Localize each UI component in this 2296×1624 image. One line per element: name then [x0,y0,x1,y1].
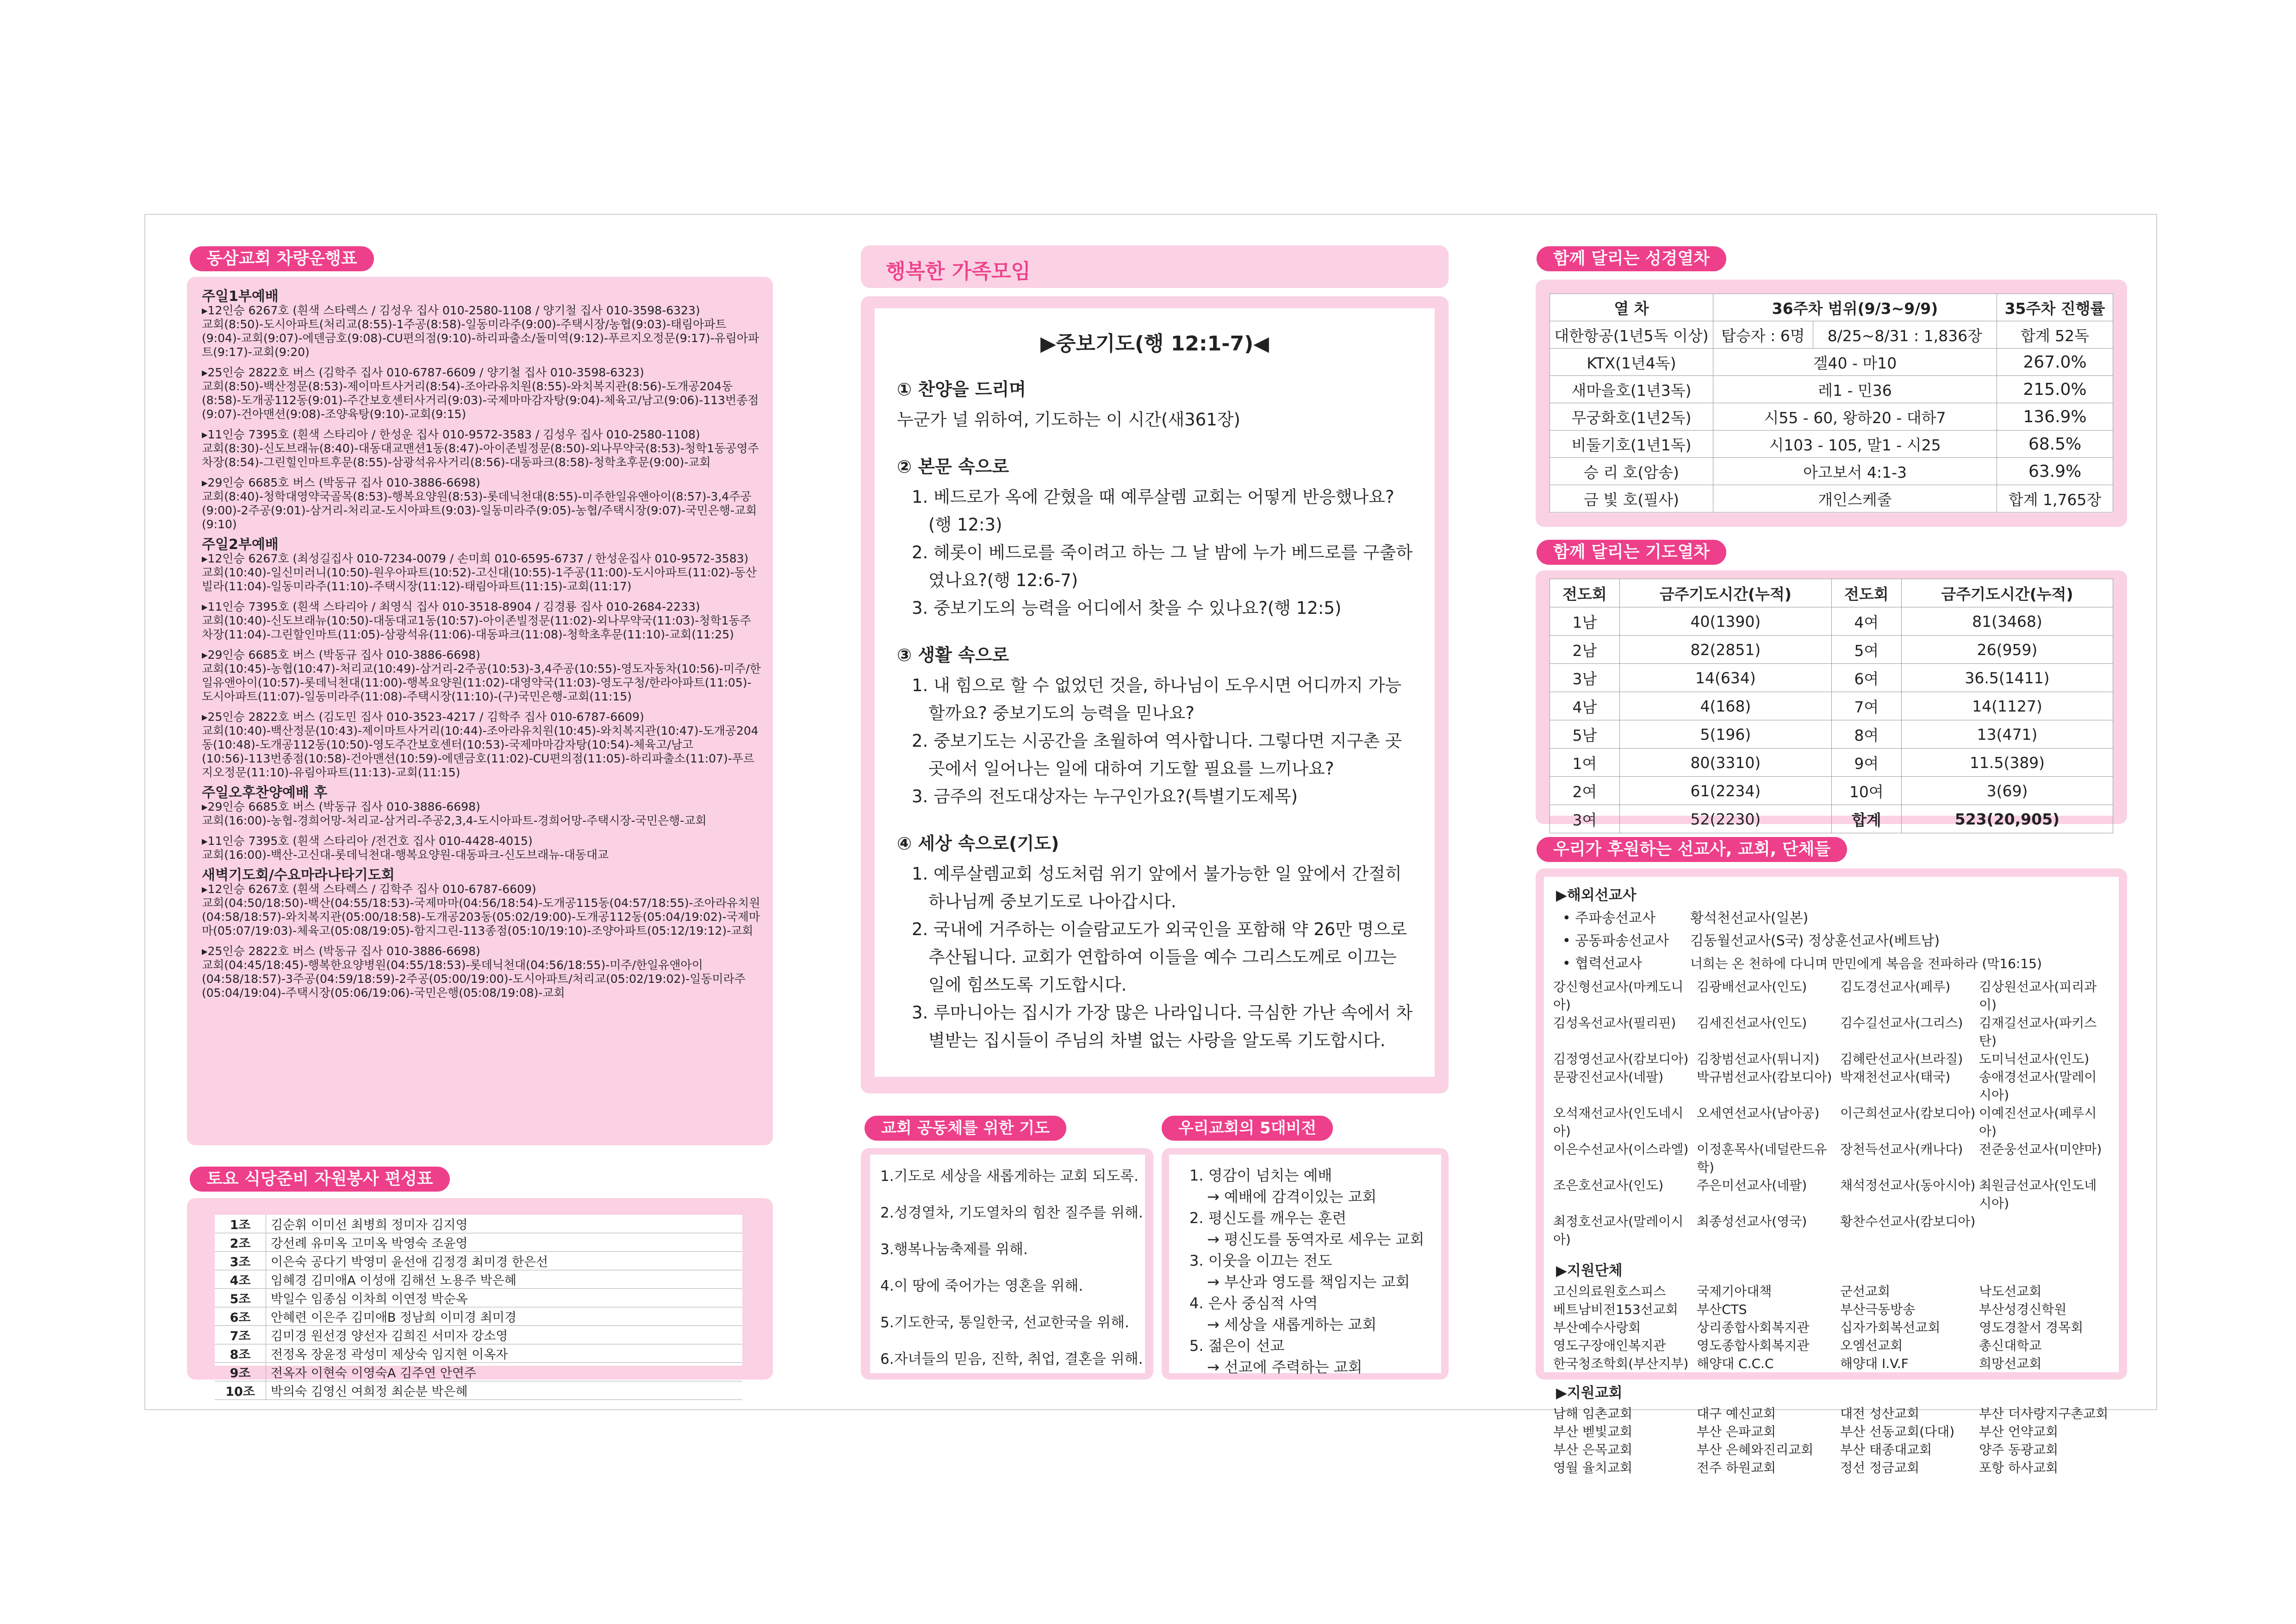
community-item: 3.행복나눔축제를 위해. [880,1241,1028,1258]
bible-train-name: 승 리 호(암송) [1550,458,1713,485]
missionary-name: 강신형선교사(마케도니아) [1553,979,1684,1012]
overseas-row [1562,907,2119,930]
prayer-header-cell: 전도회 [1831,579,1901,607]
bus-trip-route: 교회(10:40)-백산정문(10:43)-제이마트사거리(10:44)-조아라유치원(10:45)-와치복지관(10:47)-도개공204동(10:48)-도개공112동(10:50)-영도주간보호센터(10:53)-국제마마감자탕(10:54)-체육고/남고(10:56)-113번종점(10:58)-건아맨션(10:59)-에덴금호(11:02)-CU편의점(11:05)-하리파출소(11:07)-푸르지오정문(11:10)-유림아파트(11:13)-교회(11:15) [202,724,759,779]
vision-item: 1. 영감이 넘치는 예배 [1189,1167,1332,1184]
volunteer-row [215,1326,742,1344]
churches-label: ▶지원교회 [1556,1385,1623,1401]
support-group: 해양대 I.V.F [1840,1356,1909,1371]
prayer-table-wrap [1549,579,2113,829]
prayer-row [1550,664,2113,692]
bible-train-name: 대한항공(1년5독 이상) [1550,321,1713,349]
prayer-header-cell: 금주기도시간(누적) [1901,579,2113,607]
vision-item: → 세상을 새롭게하는 교회 [1207,1316,1377,1333]
vision-item: → 선교에 주력하는 교회 [1207,1358,1363,1376]
prayer-cell: 523(20,905) [1901,805,2113,833]
bus-section-title: 주일오후찬양예배 후 [202,785,328,801]
prayer-cell: 80(3310) [1619,749,1831,777]
support-group: 한국청조학회(부산지부) [1553,1356,1689,1371]
community-item: 1.기도로 세상을 새롭게하는 교회 되도록. [880,1168,1139,1185]
support-church: 포항 하사교회 [1979,1460,2059,1475]
prayer-cell: 7여 [1831,692,1901,720]
bus-trip-head: ▸12인승 6267호 (최성길집사 010-7234-0079 / 손미희 010-6595-6737 / 한성운집사 010-9572-3583) [202,552,749,565]
community-content [870,1155,1145,1373]
missionary-name: 최종성선교사(영국) [1697,1214,1807,1229]
overseas-type: • 주파송선교사 [1562,910,1656,926]
bible-progress: 136.9% [1997,403,2113,431]
missionary-name: 김상원선교사(피리과이) [1979,979,2097,1012]
community-item: 4.이 땅에 죽어가는 영혼을 위해. [880,1278,1083,1294]
support-group: 베트남비전153선교회 [1553,1302,1678,1317]
vision-item: 3. 이웃을 이끄는 전도 [1189,1252,1332,1269]
bus-trip-head: ▸25인승 2822호 버스 (김도민 집사 010-3523-4217 / 김학주 집사 010-6787-6609) [202,710,644,724]
bus-schedule-title: 동삼교회 차량운행표 [190,246,374,271]
missionary-name: 김광배선교사(인도) [1697,979,1807,994]
missionary-name [1979,1212,2109,1249]
support-group: 군선교회 [1840,1284,1891,1299]
prayer-header-cell: 전도회 [1550,579,1620,607]
missionary-name: 오세연선교사(남아공) [1697,1106,1820,1121]
bus-trip-route: 교회(16:00)-농협-경희어망-처리교-삼거리-주공2,3,4-도시아파트-경희어망-주택시장-국민은행-교회 [202,814,707,827]
volunteer-members: 박의숙 김영신 여희정 최순분 박은혜 [266,1381,743,1400]
bible-train-name: 비둘기호(1년1독) [1550,431,1713,458]
support-group: 부산극동방송 [1840,1302,1916,1317]
missionary-name: 전준웅선교사(미얀마) [1979,1142,2102,1157]
bible-progress: 267.0% [1997,349,2113,376]
vision-title: 우리교회의 5대비전 [1162,1116,1333,1141]
community-item: 6.자녀들의 믿음, 진학, 취업, 결혼을 위해. [880,1351,1143,1368]
bus-trip-head: ▸25인승 2822호 버스 (박동규 집사 010-3886-6698) [202,944,480,958]
part-line: 3. 금주의 전도대상자는 누구인가요?(특별기도제목) [912,787,1298,806]
volunteer-members: 박일수 임종심 이차희 이연정 박순옥 [266,1289,743,1307]
bus-trip [202,834,762,862]
volunteer-table-wrap [215,1215,742,1399]
groups-grid [1544,1282,2119,1373]
support-church: 부산 선동교회(다대) [1840,1424,1955,1439]
part-line: 1. 내 힘으로 할 수 없었던 것을, 하나님이 도우시면 어디까지 가능할까요? 중보기도의 능력을 믿나요? [912,675,1402,723]
missionary-name: 조은호선교사(인도) [1553,1178,1664,1193]
prayer-cell: 81(3468) [1901,607,2113,636]
volunteer-team: 1조 [215,1215,266,1233]
missionary-name: 김정영선교사(캄보디아) [1553,1051,1689,1067]
missionary-name: 최원금선교사(인도네시아) [1979,1178,2097,1211]
support-church: 부산 은혜와진리교회 [1697,1442,1814,1457]
bible-range: 탑승자 : 6명 [1713,321,1813,349]
overseas-list [1544,907,2119,975]
mission-title: 우리가 후원하는 선교사, 교회, 단체들 [1537,837,1847,862]
part-line: 3. 루마니아는 집시가 가장 많은 나라입니다. 극심한 가난 속에서 차별받는 집시들이 주님의 차별 없는 사랑을 알도록 기도합시다. [912,1003,1413,1050]
volunteer-team: 7조 [215,1326,266,1344]
part-line: 3. 중보기도의 능력을 어디에서 찾을 수 있나요?(행 12:5) [912,598,1342,618]
family-box [861,296,1449,1093]
volunteer-title: 토요 식당준비 자원봉사 편성표 [190,1167,450,1192]
bible-progress: 68.5% [1997,431,2113,458]
vision-item: → 예배에 감격이있는 교회 [1207,1188,1377,1206]
missionary-name: 김도경선교사(페루) [1840,979,1951,994]
vision-item: → 부산과 영도를 책임지는 교회 [1207,1273,1410,1291]
bus-trip-head: ▸29인승 6685호 버스 (박동규 집사 010-3886-6698) [202,800,480,813]
missionary-name: 이은수선교사(이스라엘) [1553,1142,1689,1157]
bus-schedule-box [187,277,773,1145]
bible-col-train: 열 차 [1550,294,1713,321]
missionary-name: 김재길선교사(파키스탄) [1979,1015,2097,1049]
volunteer-row [215,1215,742,1233]
prayer-cell: 5(196) [1619,720,1831,749]
prayer-header-row [1550,579,2113,607]
prayer-train-title: 함께 달리는 기도열차 [1537,540,1726,565]
prayer-train-box [1536,570,2127,829]
bible-train-name: 새마을호(1년3독) [1550,376,1713,403]
vision-content [1169,1155,1441,1376]
missionary-name: 도미닉선교사(인도) [1979,1051,2090,1067]
missionary-name: 이예진선교사(페루시아) [1979,1106,2097,1139]
prayer-cell: 14(634) [1619,664,1831,692]
missionary-name: 채석정선교사(동아시아) [1840,1178,1976,1193]
vision-list [1169,1155,1441,1378]
part-line: 2. 중보기도는 시공간을 초월하여 역사합니다. 그렇다면 지구촌 곳곳에서 일어나는 일에 대하여 기도할 필요를 느끼나요? [912,731,1402,779]
bus-trip-head: ▸25인승 2822호 버스 (김학주 집사 010-6787-6609 / 양기철 집사 010-3598-6323) [202,366,644,379]
community-list [870,1155,1145,1378]
overseas-row [1562,930,2119,952]
support-group: 십자가회복선교회 [1840,1320,1941,1335]
prayer-cell: 82(2851) [1619,636,1831,664]
bible-train-name: 금 빛 호(필사) [1550,485,1713,512]
support-church: 대구 예신교회 [1697,1406,1776,1421]
support-group: 영도경찰서 경목회 [1979,1320,2084,1335]
bible-progress: 63.9% [1997,458,2113,485]
prayer-cell: 4(168) [1619,692,1831,720]
part-heading: ③ 생활 속으로 [897,645,1009,665]
bible-train-name: KTX(1년4독) [1550,349,1713,376]
volunteer-team: 6조 [215,1307,266,1326]
bible-range: 개인스케줄 [1713,485,1997,512]
prayer-cell: 합계 [1831,805,1901,833]
bus-trip [202,366,762,421]
vision-item: 5. 젊은이 선교 [1189,1337,1285,1355]
part-line: 2. 헤롯이 베드로를 죽이려고 하는 그 날 밤에 누가 베드로를 구출하였나요?(행 12:6-7) [912,543,1413,590]
support-church: 부산 언약교회 [1979,1424,2059,1439]
bible-col-range: 36주차 범위(9/3~9/9) [1713,294,1997,321]
churches-grid [1544,1405,2119,1477]
family-title-bar [861,245,1449,288]
bus-trip-route: 교회(04:45/18:45)-행복한요양병원(04:55/18:53)-롯데닉천대(04:56/18:55)-미주/한일유앤아이(04:58/18:57)-3주공(04:59/18:59)-2주공(05:00/19:00)-도시아파트/처리교(05:02/19:02)-일동미라주(05:04/19:04)-주택시장(05:06/19:06)-국민은행(05:08/19:08)-교회 [202,958,746,999]
prayer-cell: 52(2230) [1619,805,1831,833]
bus-trip-head: ▸12인승 6267호 (흰색 스타렉스 / 김성우 집사 010-2580-1108 / 양기철 집사 010-3598-6323) [202,304,700,317]
bus-trip-head: ▸11인승 7395호 (흰색 스타리아 / 한성운 집사 010-9572-3583 / 김성우 집사 010-2580-1108) [202,428,700,441]
bible-progress: 합계 52독 [1997,321,2113,349]
volunteer-team: 5조 [215,1289,266,1307]
missionary-name: 김세진선교사(인도) [1697,1015,1807,1031]
prayer-row [1550,636,2113,664]
prayer-row [1550,749,2113,777]
volunteer-members: 전정옥 장윤정 곽성미 제상숙 임지현 이옥자 [266,1344,743,1363]
volunteer-members: 이은숙 공다기 박영미 윤선애 김정경 최미경 한은선 [266,1252,743,1270]
volunteer-team: 2조 [215,1233,266,1252]
prayer-row [1550,720,2113,749]
missionary-name: 이정훈목사(네덜란드유학) [1697,1142,1827,1175]
prayer-cell: 40(1390) [1619,607,1831,636]
missionary-name: 최정호선교사(말레이시아) [1553,1214,1684,1247]
volunteer-row [215,1289,742,1307]
missionary-name: 김성옥선교사(필리핀) [1553,1015,1676,1031]
bus-trip [202,800,762,828]
bus-trip-route: 교회(8:50)-도시아파트(처리교(8:55)-1주공(8:58)-일동미라주(9:00)-주택시장/농협(9:03)-태림아파트(9:04)-교회(9:07)-에덴금호(9:08)-CU편의점(9:10)-하리파출소/돌미역(9:12)-푸르지오정문(9:17)-유림아파트(9:17)-교회(9:20) [202,318,759,359]
bible-row [1550,349,2113,376]
volunteer-members: 전옥자 이현숙 이영숙A 김주연 안연주 [266,1363,743,1381]
bible-row [1550,403,2113,431]
part-heading: ① 찬양을 드리며 [897,379,1026,400]
prayer-train-table [1549,579,2113,833]
part-heading: ② 본문 속으로 [897,456,1009,477]
prayer-cell: 2여 [1550,777,1620,805]
overseas-names: 황석천선교사(일본) [1690,910,1809,926]
support-group: 총신대학교 [1979,1338,2042,1353]
support-group: 국제기아대책 [1697,1284,1772,1299]
bible-range-extra: 8/25~8/31 : 1,836장 [1813,321,1997,349]
bible-range: 아고보서 4:1-3 [1713,458,1997,485]
support-group: 영도종합사회복지관 [1697,1338,1810,1353]
missionary-name: 김혜란선교사(브라질) [1840,1051,1963,1067]
volunteer-row [215,1233,742,1252]
volunteer-members: 강선례 유미옥 고미옥 박영숙 조윤영 [266,1233,743,1252]
bible-train-box [1536,280,2127,527]
prayer-cell: 61(2234) [1619,777,1831,805]
prayer-cell: 36.5(1411) [1901,664,2113,692]
support-group: 부산예수사랑회 [1553,1320,1641,1335]
volunteer-members: 안혜련 이은주 김미애B 정남희 이미경 최미경 [266,1307,743,1326]
community-title: 교회 공동체를 위한 기도 [865,1116,1066,1141]
volunteer-team: 10조 [215,1381,266,1400]
support-group: 고신의료원호스피스 [1553,1284,1666,1299]
missionary-name: 이근희선교사(캄보디아) [1840,1106,1976,1121]
prayer-cell: 5남 [1550,720,1620,749]
volunteer-row [215,1270,742,1289]
bible-range: 레1 - 민36 [1713,376,1997,403]
bus-trip-route: 교회(8:30)-신도브래뉴(8:40)-대동대교맨션1동(8:47)-아이존빌정문(8:50)-외나무약국(8:53)-청학1동공영주차장(8:54)-그린힐인마트후문(8:55)-삼광석유사거리(8:56)-대동파크(8:58)-청학초후문(9:00)-교회 [202,442,759,469]
bible-table-wrap [1549,294,2113,513]
family-title: 행복한 가족모임 [886,260,1031,283]
support-group: 부산성경신학원 [1979,1302,2067,1317]
bible-range: 시103 - 105, 말1 - 시25 [1713,431,1997,458]
vision-item: 2. 평신도를 깨우는 훈련 [1189,1209,1347,1227]
bus-trip-head: ▸29인승 6685호 버스 (박동규 집사 010-3886-6698) [202,648,480,662]
bus-trip-route: 교회(8:50)-백산정문(8:53)-제이마트사거리(8:54)-조아라유치원(8:55)-와치복지관(8:56)-도개공204동(8:58)-도개공112동(9:01)-주간보호센터사거리(9:03)-국제마마감자탕(9:04)-체육고/남고(9:06)-113번종점(9:07)-건아맨션(9:08)-조양육탕(9:10)-교회(9:15) [202,380,759,421]
vision-item: 4. 은사 중심적 사역 [1189,1294,1318,1312]
bible-header-row [1550,294,2113,321]
bible-train-name: 무궁화호(1년2독) [1550,403,1713,431]
bible-train-table [1549,294,2113,512]
support-church: 전주 하원교회 [1697,1460,1776,1475]
community-box [861,1148,1153,1380]
overseas-row [1562,952,2119,975]
prayer-cell: 10여 [1831,777,1901,805]
bible-row [1550,321,2113,349]
missionary-name: 문광진선교사(네팔) [1553,1069,1664,1085]
support-group: 해양대 C.C.C [1697,1356,1774,1371]
volunteer-team: 8조 [215,1344,266,1363]
prayer-header-cell: 금주기도시간(누적) [1619,579,1831,607]
overseas-names: 김동월선교사(S국) 정상훈선교사(베트남) [1690,933,1940,949]
vision-box [1162,1148,1449,1380]
bible-range: 겔40 - 마10 [1713,349,1997,376]
bible-row [1550,458,2113,485]
missionary-name: 주은미선교사(네팔) [1697,1178,1807,1193]
bus-trip-route: 교회(04:50/18:50)-백산(04:55/18:53)-국제마마(04:56/18:54)-도개공115동(04:57/18:55)-조아라유치원(04:58/18:57)-와치복지관(05:00/18:58)-도개공203동(05:02/19:00)-도개공112동(05:04/19:02)-국제마마(05:07/19:03)-체육고(05:08/19:05)-함지그린-113종점(05:10/19:10)-조양아파트(05:12/19:12)-교회 [202,896,760,937]
prayer-cell: 3여 [1550,805,1620,833]
support-church: 부산 은목교회 [1553,1442,1633,1457]
mission-content [1544,877,2119,1475]
prayer-row [1550,805,2113,833]
bus-trip-head: ▸12인승 6267호 (흰색 스타렉스 / 김학주 집사 010-6787-6609) [202,882,536,896]
prayer-cell: 2남 [1550,636,1620,664]
mission-box [1536,868,2127,1475]
prayer-row [1550,607,2113,636]
missionary-name: 김수길선교사(그리스) [1840,1015,1963,1031]
community-item: 2.성경열차, 기도열차의 힘찬 질주를 위해. [880,1205,1143,1221]
prayer-cell: 13(471) [1901,720,2113,749]
prayer-cell: 1여 [1550,749,1620,777]
support-group: 낙도선교회 [1979,1284,2042,1299]
bible-row [1550,485,2113,512]
passage-title: ▶중보기도(행 12:1-7)◀ [1040,332,1269,356]
bible-train-title: 함께 달리는 성경열차 [1537,246,1726,271]
bus-trip [202,710,762,780]
part-heading: ④ 세상 속으로(기도) [897,833,1059,854]
overseas-type: • 협력선교사 [1562,956,1643,972]
volunteer-box [187,1198,773,1399]
prayer-cell: 3남 [1550,664,1620,692]
support-church: 남해 임촌교회 [1553,1406,1633,1421]
bible-range: 시55 - 60, 왕하20 - 대하7 [1713,403,1997,431]
prayer-cell: 3(69) [1901,777,2113,805]
prayer-cell: 4남 [1550,692,1620,720]
support-church: 부산 더사랑지구촌교회 [1979,1406,2109,1421]
missionary-grid [1544,978,2119,1249]
bus-trip-route: 교회(8:40)-청학대영약국골목(8:53)-행복요양원(8:53)-롯데닉천대(8:55)-미주한일유앤아이(8:57)-3,4주공(9:00)-2주공(9:01)-삼거리-처리교-도시아파트(9:03)-일동미라주(9:05)-농협/주택시장(9:07)-국민은행-교회(9:10) [202,490,757,531]
missionary-name: 오석재선교사(인도네시아) [1553,1106,1684,1139]
volunteer-team: 4조 [215,1270,266,1289]
support-group: 영도구장애인복지관 [1553,1338,1666,1353]
support-church: 대전 성산교회 [1840,1406,1920,1421]
volunteer-row [215,1363,742,1381]
prayer-cell: 5여 [1831,636,1901,664]
bible-row [1550,431,2113,458]
missionary-name: 장천득선교사(캐나다) [1840,1142,1963,1157]
part-line: 1. 예루살렘교회 성도처럼 위기 앞에서 불가능한 일 앞에서 간절히 하나님께 중보기도로 나아갑시다. [912,864,1402,912]
volunteer-table [215,1215,742,1400]
bus-trip-route: 교회(10:45)-농협(10:47)-처리교(10:49)-삼거리-2주공(10:53)-3,4주공(10:55)-영도자동차(10:56)-미주/한일유앤아이(10:57)-롯데닉천대(11:00)-행복요양원(11:02)-대영약국(11:03)-영도구청/한라아파트(11:05)-도시아파트(11:07)-일동미라주(11:08)-주택시장(11:10)-(구)국민은행-교회(11:15) [202,662,761,703]
support-church: 부산 태종대교회 [1840,1442,1932,1457]
support-group: 부산CTS [1697,1302,1747,1317]
volunteer-members: 김순휘 이미선 최병희 정미자 김지영 [266,1215,743,1233]
bus-section-title: 새벽기도회/수요마라나타기도회 [202,867,395,883]
groups-label: ▶지원단체 [1556,1262,1623,1279]
support-church: 부산 벧빛교회 [1553,1424,1633,1439]
vision-item: → 평신도를 동역자로 세우는 교회 [1207,1230,1425,1248]
bible-progress: 215.0% [1997,376,2113,403]
bus-trip [202,882,762,938]
prayer-row [1550,777,2113,805]
overseas-type: • 공동파송선교사 [1562,933,1669,949]
community-item: 5.기도한국, 통일한국, 선교한국을 위해. [880,1314,1129,1331]
volunteer-members: 임혜경 김미애A 이성애 김해선 노용주 박은혜 [266,1270,743,1289]
support-church: 정선 정금교회 [1840,1460,1920,1475]
bus-trip-head: ▸11인승 7395호 (흰색 스타리아 /전건호 집사 010-4428-4015) [202,834,533,848]
missionary-name: 황찬수선교사(캄보디아) [1840,1214,1976,1229]
volunteer-row [215,1252,742,1270]
volunteer-team: 3조 [215,1252,266,1270]
volunteer-row [215,1381,742,1400]
prayer-cell: 9여 [1831,749,1901,777]
prayer-cell: 6여 [1831,664,1901,692]
support-group: 희망선교회 [1979,1356,2042,1371]
support-church: 영월 율치교회 [1553,1460,1633,1475]
missionary-name: 박재천선교사(태국) [1840,1069,1951,1085]
bus-trip-route: 교회(10:40)-신도브래뉴(10:50)-대동대교1동(10:57)-아이존빌정문(11:02)-외나무약국(11:03)-청학1동주차장(11:04)-그린할인마트(11:05)-삼광석유(11:06)-대동파크(11:08)-청학초후문(11:10)-교회(11:25) [202,614,751,641]
part-line: 2. 국내에 거주하는 이슬람교도가 외국인을 포함해 약 26만 명으로 추산됩니다. 교회가 연합하여 이들을 예수 그리스도께로 이끄는 일에 힘쓰도록 기도합시다. [912,919,1407,995]
volunteer-members: 김미경 원선경 양선자 김희진 서미자 강소영 [266,1326,743,1344]
missionary-name: 박규범선교사(캄보디아) [1697,1069,1832,1085]
bus-trip-head: ▸11인승 7395호 (흰색 스타리아 / 최영식 집사 010-3518-8904 / 김경룡 집사 010-2684-2233) [202,600,700,613]
support-church: 양주 동광교회 [1979,1442,2059,1457]
part-line: 누군가 널 위하여, 기도하는 이 시간(새361장) [897,410,1240,430]
bus-trip [202,428,762,469]
bus-trip [202,552,762,593]
bus-trip [202,600,762,642]
missionary-name: 송애경선교사(말레이시아) [1979,1069,2097,1103]
family-parts [875,375,1435,1055]
overseas-names: 너희는 온 천하에 다니며 만민에게 복음을 전파하라 (막16:15) [1690,956,2042,971]
bus-trip [202,304,762,359]
bible-progress: 합계 1,765장 [1997,485,2113,512]
bible-col-progress: 35주차 진행률 [1997,294,2113,321]
bus-trip [202,944,762,1000]
bus-trip-head: ▸29인승 6685호 버스 (박동규 집사 010-3886-6698) [202,476,480,489]
overseas-label: ▶해외선교사 [1556,887,1636,904]
prayer-cell: 8여 [1831,720,1901,749]
volunteer-row [215,1307,742,1326]
volunteer-row [215,1344,742,1363]
prayer-cell: 14(1127) [1901,692,2113,720]
support-group: 오엠선교회 [1840,1338,1903,1353]
bus-trip-route: 교회(16:00)-백산-고신대-롯데닉천대-행복요양원-대동파크-신도브래뉴-대동대교 [202,848,609,862]
bus-section-title: 주일1부예배 [202,288,279,305]
support-church: 부산 은파교회 [1697,1424,1776,1439]
part-line: 1. 베드로가 옥에 갇혔을 때 예루살렘 교회는 어떻게 반응했나요?(행 12:3) [912,487,1394,535]
bible-row [1550,376,2113,403]
prayer-cell: 11.5(389) [1901,749,2113,777]
prayer-cell: 1남 [1550,607,1620,636]
bus-schedule-list [202,284,762,1006]
bus-section-title: 주일2부예배 [202,537,279,553]
family-content [875,308,1435,1077]
support-group: 상리종합사회복지관 [1697,1320,1810,1335]
prayer-cell: 26(959) [1901,636,2113,664]
volunteer-team: 9조 [215,1363,266,1381]
prayer-cell: 4여 [1831,607,1901,636]
missionary-name: 김창범선교사(튀니지) [1697,1051,1820,1067]
bus-trip [202,648,762,704]
prayer-row [1550,692,2113,720]
bus-trip [202,476,762,531]
bus-trip-route: 교회(10:40)-일신미러니(10:50)-원우아파트(10:52)-고신대(10:55)-1주공(11:00)-도시아파트(11:02)-동산빌라(11:04)-일동미라주(11:10)-주택시장(11:12)-태림아파트(11:15)-교회(11:17) [202,566,757,593]
